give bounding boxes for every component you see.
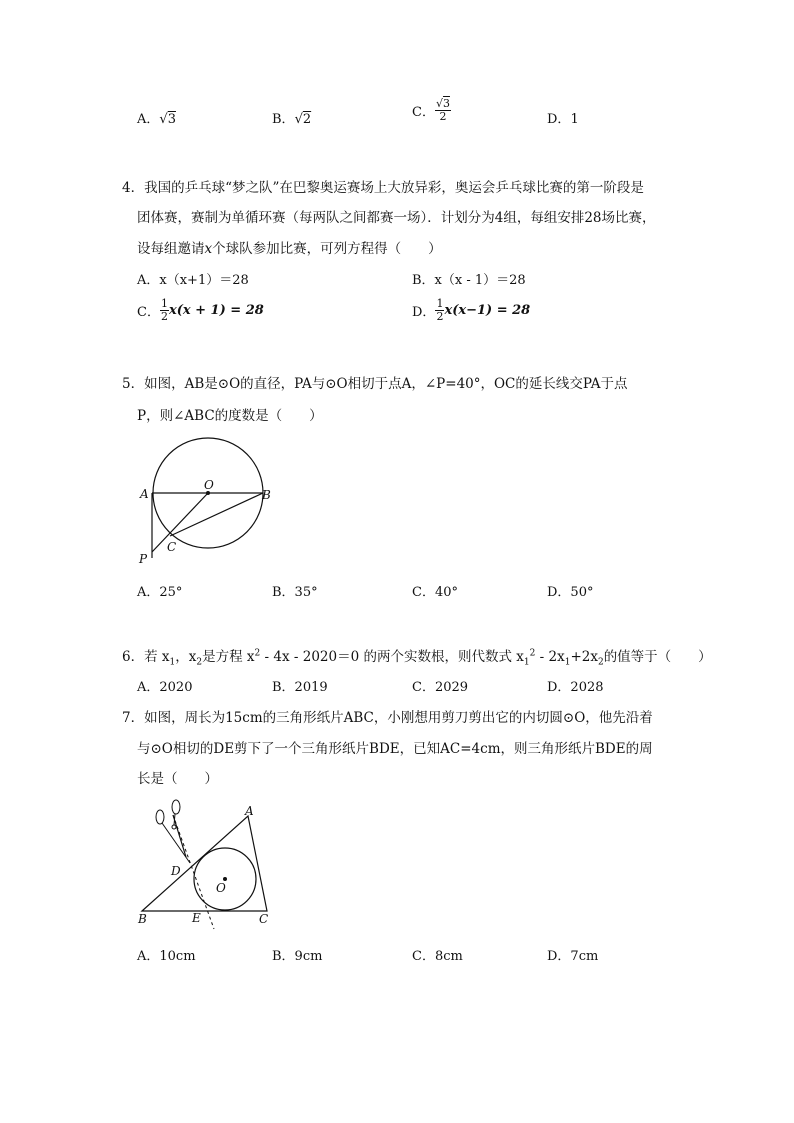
fraction-half: $\frac{1}{2}$	[160, 297, 168, 323]
q7-stem-line2: 与⊙O相切的DE剪下了一个三角形纸片BDE，已知AC=4cm，则三角形纸片BDE的周	[137, 741, 653, 757]
fraction-half: $\frac{1}{2}$	[436, 297, 444, 323]
q5-option-b[interactable]: B．35°	[272, 585, 318, 600]
q7-option-c[interactable]: C．8cm	[412, 949, 463, 964]
q6-stem: 6．若 $x_1$，$x_2$是方程 $x^2 - 4x - 2020=0$ 的两个实数根，则代数式 $x_1^2 - 2x_1+2x_2$的值等于（ ）	[122, 648, 712, 668]
q6-option-a[interactable]: A．2020	[137, 680, 193, 695]
q7-option-d[interactable]: D．7cm	[547, 949, 599, 964]
sqrt-symbol: √	[159, 112, 168, 127]
q7-stem-line3: 长是（ ）	[137, 771, 218, 787]
label-e: E	[192, 911, 201, 925]
q6-option-d[interactable]: D．2028	[547, 680, 604, 695]
label-p: P	[139, 552, 148, 566]
q3-option-d[interactable]: D．1	[547, 112, 579, 127]
label-b: B	[138, 912, 147, 926]
q4-option-d[interactable]: D． $\frac{1}{2}$ x(x−1) = 28	[412, 297, 531, 323]
label-a: A	[245, 804, 254, 818]
q5-option-c[interactable]: C．40°	[412, 585, 458, 600]
q5-option-d[interactable]: D．50°	[547, 585, 594, 600]
q5-circle-figure	[130, 430, 290, 570]
label-o: O	[204, 478, 214, 492]
q7-option-a[interactable]: A．10cm	[137, 949, 196, 964]
scissors-blade	[173, 815, 186, 857]
label-c: C	[167, 540, 177, 554]
label-c: C	[259, 912, 269, 926]
q5-stem-line2: P，则∠ABC的度数是（ ）	[137, 408, 323, 424]
q3-option-a[interactable]: A．√3	[137, 112, 176, 127]
q4-option-a[interactable]: A．x（x+1）＝28	[137, 273, 249, 288]
fraction: $\frac{√3}{2}$	[435, 97, 450, 123]
q4-option-b[interactable]: B．x（x - 1）＝28	[412, 273, 526, 288]
q6-option-b[interactable]: B．2019	[272, 680, 328, 695]
q7-triangle-figure	[130, 795, 280, 935]
q5-option-a[interactable]: A．25°	[137, 585, 183, 600]
triangle-abc	[142, 816, 267, 911]
label-b: B	[262, 488, 271, 502]
q6-option-c[interactable]: C．2029	[412, 680, 469, 695]
q4-stem-line3: 设每组邀请x个球队参加比赛，可列方程得（ ）	[137, 241, 442, 257]
q7-stem-line1: 7．如图，周长为15cm的三角形纸片ABC，小刚想用剪刀剪出它的内切圆⊙O，他先沿着	[122, 710, 653, 726]
sqrt-symbol: √	[294, 112, 303, 127]
q3-option-b[interactable]: B．√2	[272, 112, 312, 127]
q3-option-c[interactable]: C． $\frac{√3}{2}$	[412, 97, 450, 123]
label-a: A	[140, 487, 149, 501]
q4-stem-line2: 团体赛，赛制为单循环赛（每两队之间都赛一场）．计划分为4组，每组安排28场比赛，	[137, 210, 656, 226]
label-o: O	[216, 881, 226, 895]
q4-stem-line1: 4．我国的乒乓球“梦之队”在巴黎奥运赛场上大放异彩，奥运会乒乓球比赛的第一阶段是	[122, 180, 644, 196]
q4-option-c[interactable]: C． $\frac{1}{2}$ x(x + 1) = 28	[137, 297, 264, 323]
q7-option-b[interactable]: B．9cm	[272, 949, 323, 964]
label-d: D	[171, 864, 181, 878]
q5-stem-line1: 5．如图，AB是⊙O的直径，PA与⊙O相切于点A，∠P=40°，OC的延长线交PA于点	[122, 376, 628, 392]
